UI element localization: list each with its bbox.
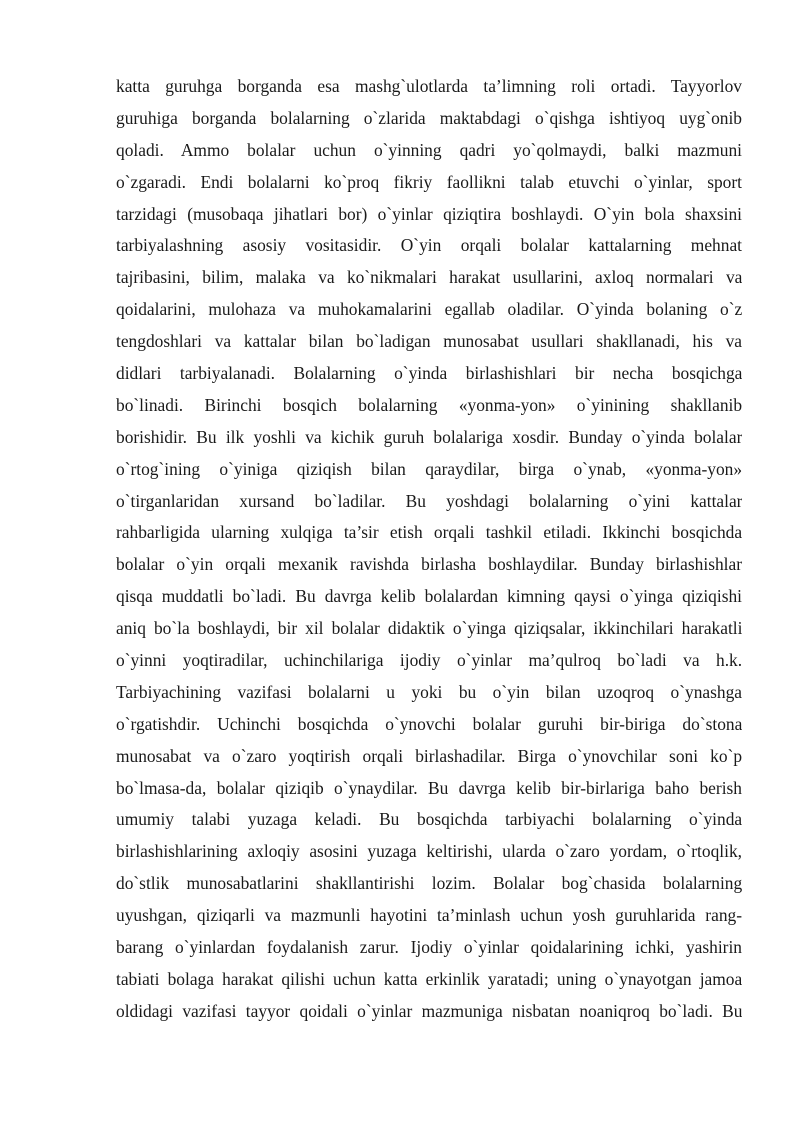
text-line: qoidalarini, mulohaza va muhokamalarini egallab oladilar. O`yinda bolaning o`z — [116, 299, 742, 320]
text-line: qisqa muddatli bo`ladi. Bu davrga kelib bolalardan kimning qaysi o`yinga qiziqishi — [116, 586, 742, 607]
text-line: birlashishlarining axloqiy asosini yuzaga keltirishi, ularda o`zaro yordam, o`rtoqlik, — [116, 841, 742, 862]
text-line: o`tirganlaridan xursand bo`ladilar. Bu yoshdagi bolalarning o`yini kattalar — [116, 490, 742, 511]
text-line: rahbarligida ularning xulqiga ta’sir etish orqali tashkil etiladi. Ikkinchi bosqichda — [116, 522, 742, 543]
text-line: bolalar o`yin orqali mexanik ravishda birlasha boshlaydilar. Bunday birlashishlar — [116, 554, 742, 575]
text-line: bo`linadi. Birinchi bosqich bolalarning «yonma-yon» o`yinining shakllanib — [116, 394, 742, 415]
text-line: oldidagi vazifasi tayyor qoidali o`yinlar mazmuniga nisbatan noaniqroq bo`ladi. Bu — [116, 1000, 742, 1021]
text-line: Tarbiyachining vazifasi bolalarni u yoki bu o`yin bilan uzoqroq o`ynashga — [116, 681, 742, 702]
text-line: tajribasini, bilim, malaka va ko`nikmalari harakat usullarini, axloq normalari va — [116, 267, 742, 288]
text-line: o`yinni yoqtiradilar, uchinchilariga ijodiy o`yinlar ma’qulroq bo`ladi va h.k. — [116, 650, 742, 671]
text-line: umumiy talabi yuzaga keladi. Bu bosqichda tarbiyachi bolalarning o`yinda — [116, 809, 742, 830]
text-line: didlari tarbiyalanadi. Bolalarning o`yinda birlashishlari bir necha bosqichga — [116, 363, 742, 384]
text-line: tengdoshlari va kattalar bilan bo`ladigan munosabat usullari shakllanadi, his va — [116, 331, 742, 352]
text-line: tarbiyalashning asosiy vositasidir. O`yin orqali bolalar kattalarning mehnat — [116, 235, 742, 256]
text-line: barang o`yinlardan foydalanish zarur. Ijodiy o`yinlar qoidalarining ichki, yashirin — [116, 937, 742, 958]
body-paragraph — [116, 71, 742, 1028]
text-line: uyushgan, qiziqarli va mazmunli hayotini ta’minlash uchun yosh guruhlarida rang- — [116, 905, 742, 926]
text-line: tarzidagi (musobaqa jihatlari bor) o`yinlar qiziqtira boshlaydi. O`yin bola shaxsini — [116, 203, 742, 224]
text-line: qoladi. Ammo bolalar uchun o`yinning qadri yo`qolmaydi, balki mazmuni — [116, 139, 742, 160]
text-line: katta guruhga borganda esa mashg`ulotlarda ta’limning roli ortadi. Tayyorlov — [116, 76, 742, 96]
text-line: o`rtog`ining o`yiniga qiziqish bilan qaraydilar, birga o`ynab, «yonma-yon» — [116, 458, 742, 479]
text-line: borishidir. Bu ilk yoshli va kichik guruh bolalariga xosdir. Bunday o`yinda bolalar — [116, 426, 742, 447]
text-line: aniq bo`la boshlaydi, bir xil bolalar didaktik o`yinga qiziqsalar, ikkinchilari harakatli — [116, 618, 742, 639]
text-line: guruhiga borganda bolalarning o`zlarida maktabdagi o`qishga ishtiyoq uyg`onib — [116, 107, 742, 128]
text-line: munosabat va o`zaro yoqtirish orqali birlashadilar. Birga o`ynovchilar soni ko`p — [116, 745, 742, 766]
text-line: o`rgatishdir. Uchinchi bosqichda o`ynovchi bolalar guruhi bir-biriga do`stona — [116, 713, 742, 734]
text-line: tabiati bolaga harakat qilishi uchun katta erkinlik yaratadi; uning o`ynayotgan jamoa — [116, 968, 742, 989]
text-line: bo`lmasa-da, bolalar qiziqib o`ynaydilar. Bu davrga kelib bir-birlariga baho berish — [116, 777, 742, 798]
text-line: o`zgaradi. Endi bolalarni ko`proq fikriy faollikni talab etuvchi o`yinlar, sport — [116, 171, 742, 192]
text-line: do`stlik munosabatlarini shakllantirishi lozim. Bolalar bog`chasida bolalarning — [116, 873, 742, 894]
document-page — [116, 71, 742, 1028]
